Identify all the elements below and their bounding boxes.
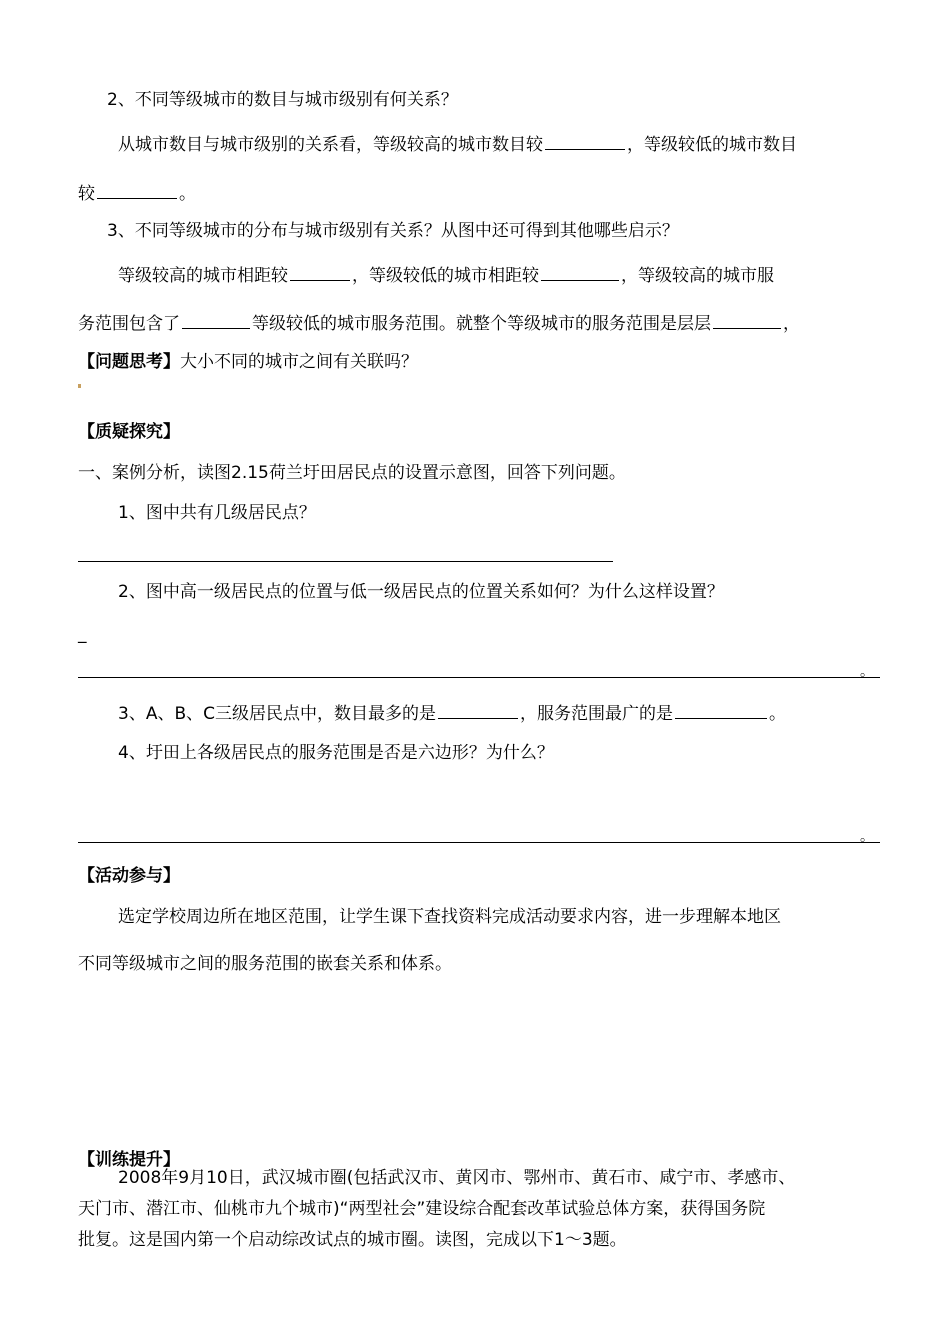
problem-thinking-text: 大小不同的城市之间有关联吗？ xyxy=(180,352,418,372)
answer-3-line2 xyxy=(78,310,800,336)
training-line3: 批复。这是国内第一个启动综改试点的城市圈。读图，完成以下1～3题。 xyxy=(78,1230,627,1250)
answer-3-line1-part2: ，等级较低的城市相距较 xyxy=(352,266,539,286)
inquiry-intro: 一、案例分析，读图2.15荷兰圩田居民点的设置示意图，回答下列问题。 xyxy=(78,463,626,483)
short-mark: _ xyxy=(78,624,87,644)
answer-2-line2-post: 。 xyxy=(179,184,196,204)
inquiry-q3-mid: ，服务范围最广的是 xyxy=(519,704,673,724)
inquiry-heading: 【质疑探究】 xyxy=(78,422,180,442)
fill-blank[interactable] xyxy=(713,310,781,329)
activity-line2: 不同等级城市之间的服务范围的嵌套关系和体系。 xyxy=(78,954,452,974)
answer-2-line2 xyxy=(78,180,196,206)
answer-2-line1-post: ，等级较低的城市数目 xyxy=(627,135,797,155)
answer-line[interactable] xyxy=(78,842,880,843)
answer-3-line1-part3: ，等级较高的城市服 xyxy=(621,266,774,286)
fill-blank[interactable] xyxy=(290,262,350,281)
question-3: 3、不同等级城市的分布与城市级别有关系？从图中还可得到其他哪些启示？ xyxy=(107,221,679,241)
question-2: 2、不同等级城市的数目与城市级别有何关系？ xyxy=(107,90,458,110)
activity-heading: 【活动参与】 xyxy=(78,866,180,886)
inquiry-q4: 4、圩田上各级居民点的服务范围是否是六边形？为什么？ xyxy=(118,743,554,763)
training-line1: 2008年9月10日，武汉城市圈(包括武汉市、黄冈市、鄂州市、黄石市、咸宁市、孝感市、 xyxy=(118,1168,796,1188)
answer-2-line1-pre: 从城市数目与城市级别的关系看，等级较高的城市数目较 xyxy=(118,135,543,155)
period-mark: 。 xyxy=(860,829,874,845)
problem-thinking xyxy=(78,350,418,374)
answer-2-line1 xyxy=(118,131,797,157)
inquiry-q2: 2、图中高一级居民点的位置与低一级居民点的位置关系如何？为什么这样设置？ xyxy=(118,582,724,602)
answer-3-line1-part1: 等级较高的城市相距较 xyxy=(118,266,288,286)
answer-3-line1 xyxy=(118,262,774,288)
inquiry-q3 xyxy=(118,700,786,726)
fill-blank[interactable] xyxy=(545,131,625,150)
fill-blank[interactable] xyxy=(97,180,177,199)
training-heading: 【训练提升】 xyxy=(78,1150,180,1170)
answer-3-line2-part1: 务范围包含了 xyxy=(78,314,180,334)
answer-2-line2-pre: 较 xyxy=(78,184,95,204)
training-line2: 天门市、潜江市、仙桃市九个城市)“两型社会”建设综合配套改革试验总体方案，获得国务院 xyxy=(78,1199,766,1219)
period-mark: 。 xyxy=(860,664,874,680)
fill-blank[interactable] xyxy=(541,262,619,281)
inquiry-q3-pre: 3、A、B、C三级居民点中，数目最多的是 xyxy=(118,704,436,724)
inquiry-q3-end: 。 xyxy=(768,704,786,724)
activity-line1: 选定学校周边所在地区范围，让学生课下查找资料完成活动要求内容，进一步理解本地区 xyxy=(118,907,781,927)
inquiry-q1: 1、图中共有几级居民点？ xyxy=(118,503,316,523)
fill-blank[interactable] xyxy=(675,700,767,719)
problem-thinking-heading: 【问题思考】 xyxy=(78,352,180,372)
fill-blank[interactable] xyxy=(182,310,250,329)
answer-3-line2-part2: 等级较低的城市服务范围。就整个等级城市的服务范围是层层 xyxy=(252,314,711,334)
fill-blank[interactable] xyxy=(438,700,518,719)
answer-line[interactable] xyxy=(78,561,613,562)
answer-line[interactable] xyxy=(78,677,880,678)
stray-mark xyxy=(78,384,81,388)
answer-3-line2-part3: ， xyxy=(783,314,800,334)
